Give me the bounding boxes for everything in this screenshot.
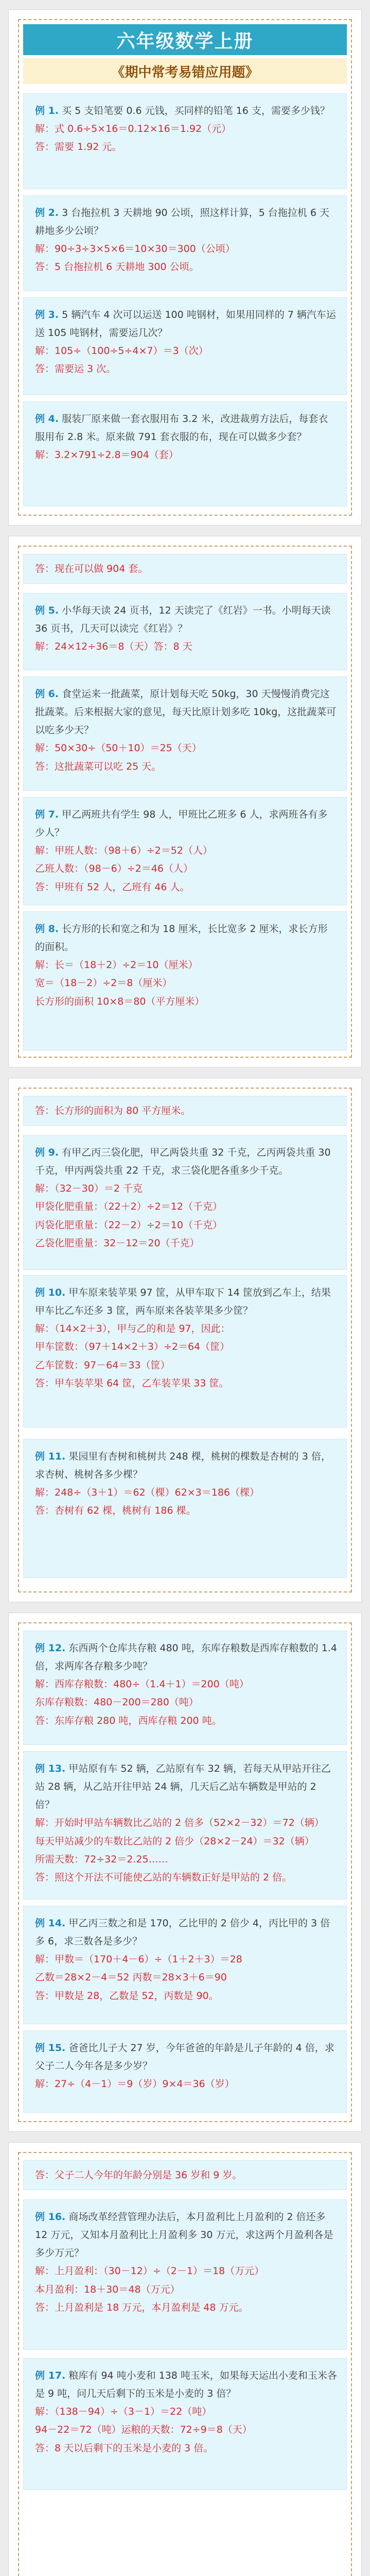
example-label: 例 1. [35,105,59,116]
example-label: 例 11. [35,1451,66,1462]
page-title: 六年级数学上册 [23,24,347,55]
example-label: 例 12. [35,1642,66,1654]
solution-line: 解：西库存粮数：480÷（1.4＋1）＝200（吨） [35,1679,249,1690]
example-question: 例 3. 5 辆汽车 4 次可以运送 100 吨钢材，如果用同样的 7 辆汽车运送 105 吨钢材，需要运几次？ [35,309,336,339]
example-card-13 [23,1751,347,1900]
answer-line: 答：上月盈利是 18 万元，本月盈利是 48 万元。 [35,2301,249,2313]
answer-line: 答：照这个开法不可能使乙站的车辆数正好是甲站的 2 倍。 [35,1871,292,1883]
worksheet-page-2 [8,536,362,1067]
worksheet-page-4 [8,1613,362,2132]
solution-line: 乙数＝28×2－4＝52 丙数＝28×3＋6＝90 [35,1972,227,1984]
solution-line: 宽＝（18－2）÷2＝8（厘米） [35,977,172,989]
answer-line: 答：5 台拖拉机 6 天耕地 300 公顷。 [35,261,199,273]
example-question: 例 7. 甲乙两班共有学生 98 人，甲班比乙班多 6 人，求两班各有多少人？ [35,809,328,839]
example-card-3 [23,297,347,395]
example-question: 例 15. 爸爸比儿子大 27 岁，今年爸爸的年龄是儿子年龄的 4 倍，求父子二人今年各是多少岁？ [35,2042,334,2072]
answer-line: 答：需要 1.92 元。 [35,141,122,153]
example-label: 例 16. [35,2211,66,2223]
solution-line: 解：248÷（3＋1）＝62（棵）62×3＝186（棵） [35,1487,259,1499]
answer-line: 答：现在可以做 904 套。 [35,563,148,574]
answer-line: 答：需要运 3 次。 [35,363,116,375]
worksheet-page-5 [8,2142,362,2576]
solution-line: 解：（32－30）＝2 千克 [35,1183,143,1195]
solution-line: 解：长＝（18＋2）÷2＝10（厘米） [35,959,198,971]
answer-line: 答：甲车装苹果 64 筐，乙车装苹果 33 筐。 [35,1377,229,1389]
solution-line: 甲车筐数：（97＋14×2＋3）÷2＝64（筐） [35,1341,230,1353]
answer-line: 答：父子二人今年的年龄分别是 36 岁和 9 岁。 [35,2170,242,2181]
example-card-14 [23,1906,347,2024]
solution-line: 解：（14×2＋3），甲与乙的和是 97，因此： [35,1323,231,1335]
answer-card-8 [23,1096,347,1126]
example-label: 例 13. [35,1763,66,1774]
example-card-16 [23,2199,347,2350]
example-question: 例 1. 买 5 支铅笔要 0.6 元钱，买同样的铅笔 16 支，需要多少钱？ [35,105,330,116]
worksheet-page-1 [8,9,362,526]
example-card-11 [23,1439,347,1578]
solution-line: 解：50×30÷（50＋10）＝25（天） [35,742,202,754]
solution-line: 解：甲班人数：（98＋6）÷2＝52（人） [35,845,213,857]
example-label: 例 9. [35,1147,59,1158]
solution-line: 解：105÷（100÷5÷4×7）＝3（次） [35,345,208,357]
example-question: 例 11. 果园里有杏树和桃树共 248 棵，桃树的棵数是杏树的 3 倍，求杏树、桃树各多少棵？ [35,1451,331,1481]
example-label: 例 10. [35,1287,66,1298]
answer-card-4 [23,554,347,584]
page-border [18,19,352,516]
page-border [18,1088,352,1592]
example-label: 例 7. [35,809,59,820]
example-question: 例 8. 长方形的长和宽之和为 18 厘米，长比宽多 2 厘米，求长方形的面积。 [35,923,328,953]
solution-line: 解：上月盈利：（30－12）÷（2－1）＝18（万元） [35,2265,265,2277]
solution-line: 所需天数：72÷32＝2.25…… [35,1853,168,1865]
answer-line: 答：8 天以后剩下的玉米是小麦的 3 倍。 [35,2442,214,2454]
solution-line: 解：90÷3÷3×5×6＝10×30＝300（公顷） [35,243,235,255]
answer-line: 答：长方形的面积为 80 平方厘米。 [35,1105,191,1116]
solution-line: 解：27÷（4－1）＝9（岁）9×4＝36（岁） [35,2078,235,2090]
solution-line: 解：3.2×791÷2.8＝904（套） [35,449,179,461]
example-question: 例 12. 东西两个仓库共存粮 480 吨，东库存粮数是西库存粮数的 1.4 倍，求两库各存粮多少吨？ [35,1642,337,1672]
worksheet-page-3 [8,1078,362,1602]
example-label: 例 5. [35,605,59,616]
solution-line: 本月盈利：18＋30＝48（万元） [35,2283,180,2295]
example-question: 例 14. 甲乙丙三数之和是 170，乙比甲的 2 倍少 4，丙比甲的 3 倍多 6，求三数各是多少？ [35,1918,330,1947]
solution-line: 解：甲数＝（170＋4－6）÷（1＋2＋3）＝28 [35,1954,242,1965]
example-question: 例 6. 食堂运来一批蔬菜，原计划每天吃 50kg，30 天慢慢消费完这批蔬菜。后来根据大家的意见，每天比原计划多吃 10kg，这批蔬菜可以吃多少天？ [35,688,337,736]
example-label: 例 15. [35,2042,66,2054]
answer-line: 答：杏树有 62 棵，桃树有 186 棵。 [35,1505,196,1517]
example-card-9 [23,1135,347,1270]
page-border [18,1622,352,2122]
solution-line: 甲袋化肥重量：（22＋2）÷2＝12（千克） [35,1201,222,1213]
answer-line: 答：东库存粮 280 吨，西库存粮 200 吨。 [35,1715,222,1726]
example-label: 例 17. [35,2370,66,2381]
example-card-17 [23,2358,347,2490]
solution-line: 乙班人数：（98－6）÷2＝46（人） [35,863,193,875]
example-label: 例 4. [35,413,59,425]
example-label: 例 14. [35,1918,66,1929]
example-label: 例 2. [35,207,59,218]
example-card-8 [23,911,347,1050]
example-question: 例 13. 甲站原有车 52 辆，乙站原有车 32 辆，若每天从甲站开往乙站 28 辆，从乙站开往甲站 24 辆，几天后乙站车辆数是甲站的 2 倍？ [35,1763,331,1811]
example-question: 例 10. 甲车原来装苹果 97 筐，从甲车取下 14 筐放到乙车上，结果甲车比乙车还多 3 筐，两车原来各装苹果多少筐？ [35,1287,331,1317]
answer-line: 答：甲班有 52 人，乙班有 46 人。 [35,881,190,893]
solution-line: 解：式 0.6÷5×16＝0.12×16＝1.92（元） [35,123,232,135]
page-border [18,546,352,1058]
example-card-15 [23,2030,347,2113]
page-subtitle: 《期中常考易错应用题》 [23,58,347,84]
example-question: 例 17. 粮库有 94 吨小麦和 138 吨玉米，如果每天运出小麦和玉米各是 9 吨，问几天后剩下的玉米是小麦的 3 倍？ [35,2370,337,2400]
solution-line: 每天甲站减少的车数比乙站的 2 倍少（28×2－24）＝32（辆） [35,1835,314,1847]
example-question: 例 5. 小华每天读 24 页书，12 天读完了《红岩》一书。小明每天读 36 页书，几天可以读完《红岩》？ [35,605,331,635]
solution-line: 解：24×12÷36＝8（天）答：8 天 [35,641,192,653]
example-question: 例 16. 商场改革经营管理办法后，本月盈利比上月盈利的 2 倍还多 12 万元，又知本月盈利比上月盈利多 30 万元，求这两个月盈利各是多少万元？ [35,2211,333,2259]
example-card-7 [23,797,347,905]
solution-line: 解：（138－94）÷（3－1）＝22（吨） [35,2406,212,2418]
solution-line: 94－22＝72（吨）运粮的天数：72÷9＝8（天） [35,2424,252,2436]
page-border [18,2152,352,2576]
example-question: 例 9. 有甲乙丙三袋化肥，甲乙两袋共重 32 千克，乙丙两袋共重 30 千克，甲丙两袋共重 22 千克，求三袋化肥各重多少千克。 [35,1147,331,1177]
solution-line: 东库存粮数：480－200＝280（吨） [35,1697,199,1708]
page-header [19,20,351,88]
solution-line: 乙车筐数：97－64＝33（筐） [35,1359,170,1371]
example-card-12 [23,1631,347,1745]
example-card-10 [23,1275,347,1428]
example-label: 例 6. [35,688,59,700]
solution-line: 丙袋化肥重量：（22－2）÷2＝10（千克） [35,1219,222,1231]
answer-card-15 [23,2160,347,2190]
example-label: 例 8. [35,923,59,935]
example-question: 例 2. 3 台拖拉机 3 天耕地 90 公顷，照这样计算，5 台拖拉机 6 天耕地多少公顷？ [35,207,329,237]
example-card-1 [23,93,347,189]
solution-line: 解：开始时甲站车辆数比乙站的 2 倍多（52×2－32）＝72（辆） [35,1817,324,1829]
solution-line: 长方形的面积 10×8＝80（平方厘米） [35,995,205,1007]
example-question: 例 4. 服装厂原来做一套衣服用布 3.2 米，改进裁剪方法后，每套衣服用布 2.8 米。原来做 791 套衣服的布，现在可以做多少套？ [35,413,328,443]
example-card-5 [23,593,347,670]
example-card-6 [23,676,347,791]
answer-line: 答：这批蔬菜可以吃 25 天。 [35,760,162,772]
answer-line: 答：甲数是 28，乙数是 52，丙数是 90。 [35,1990,219,2002]
example-card-2 [23,195,347,291]
example-card-4 [23,401,347,506]
solution-line: 乙袋化肥重量：32－12＝20（千克） [35,1237,200,1249]
example-label: 例 3. [35,309,59,320]
